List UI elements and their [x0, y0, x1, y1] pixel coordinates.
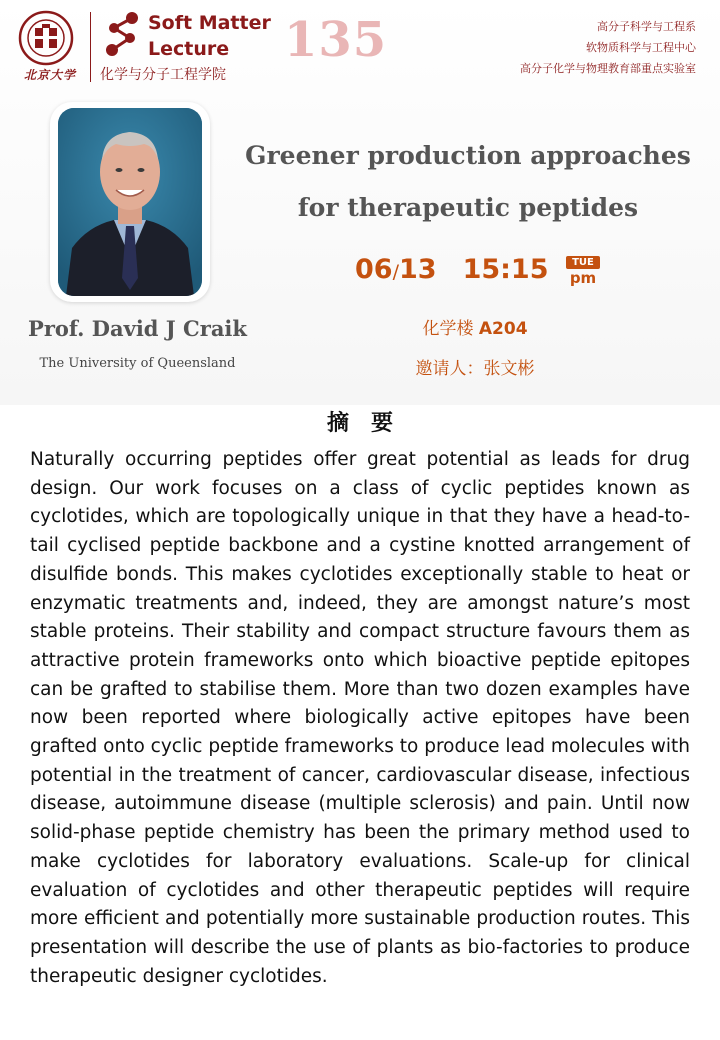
organizer-line: 高分子化学与物理教育部重点实验室	[520, 62, 696, 75]
speaker-portrait-icon	[58, 108, 202, 296]
talk-title-line2: for therapeutic peptides	[297, 193, 639, 222]
talk-title	[220, 130, 716, 234]
organizer-list	[520, 16, 696, 79]
abstract-body: Naturally occurring peptides offer great potential as leads for drug design. Our work focuses on a class of cyclic peptides known as cyclotides, which are topologically unique in that they have a head-to-tail cyclised peptide backbone and a cystine knotted arrangement of disulfide bonds. This makes cyclotides exceptionally stable to heat or enzymatic treatments and, indeed, they are amongst nature’s most stable proteins. Their stability and compact structure favours them as attractive protein frameworks onto which bioactive peptide epitopes can be grafted to stabilise them. More than two dozen examples have now been reported where biologically active epitopes have been grafted onto cyclic peptide frameworks to produce lead molecules with potential in the treatment of cancer, cardiovascular disease, infectious disease, autoimmune disease (multiple sclerosis) and pain. Until now solid-phase peptide chemistry has been the primary method used to make cyclotides for laboratory evaluations. Scale-up for clinical evaluation of cyclotides and other therapeutic peptides will require more efficient and potentially more sustainable production routes. This presentation will describe the use of plants as bio-factories to produce therapeutic designer cyclotides.	[30, 449, 690, 987]
talk-title-line1: Greener production approaches	[245, 141, 691, 170]
host: 邀请人：张文彬	[415, 359, 535, 379]
weekday-badge	[566, 256, 600, 288]
university-name: 北京大学	[23, 68, 76, 82]
abstract-heading: 摘要	[326, 411, 415, 436]
organizer-line: 软物质科学与工程中心	[586, 41, 696, 54]
venue	[380, 314, 570, 339]
speaker-photo	[58, 108, 202, 296]
talk-time: 15:15	[462, 254, 549, 285]
series-title-line2: Lecture	[148, 38, 230, 60]
speaker-name: Prof. David J Craik	[28, 316, 247, 341]
college-name: 化学与分子工程学院	[100, 67, 226, 83]
lecture-number: 135	[284, 12, 388, 68]
speaker-photo-frame	[50, 102, 210, 302]
date-day: 13	[398, 254, 437, 285]
venue-room: A204	[478, 319, 528, 339]
speaker-affiliation: The University of Queensland	[39, 356, 236, 371]
organizer-line: 高分子科学与工程系	[597, 20, 696, 33]
series-title-line1: Soft Matter	[148, 12, 271, 34]
date-time	[355, 254, 549, 285]
date-month: 06	[355, 254, 393, 285]
ampm-label: pm	[569, 269, 597, 287]
weekday-label: TUE	[566, 256, 600, 269]
divider	[90, 12, 91, 82]
date-separator: /	[392, 261, 399, 283]
venue-building: 化学楼	[422, 319, 479, 339]
soft-matter-logo-icon	[100, 8, 146, 62]
pku-emblem-icon	[18, 10, 78, 66]
